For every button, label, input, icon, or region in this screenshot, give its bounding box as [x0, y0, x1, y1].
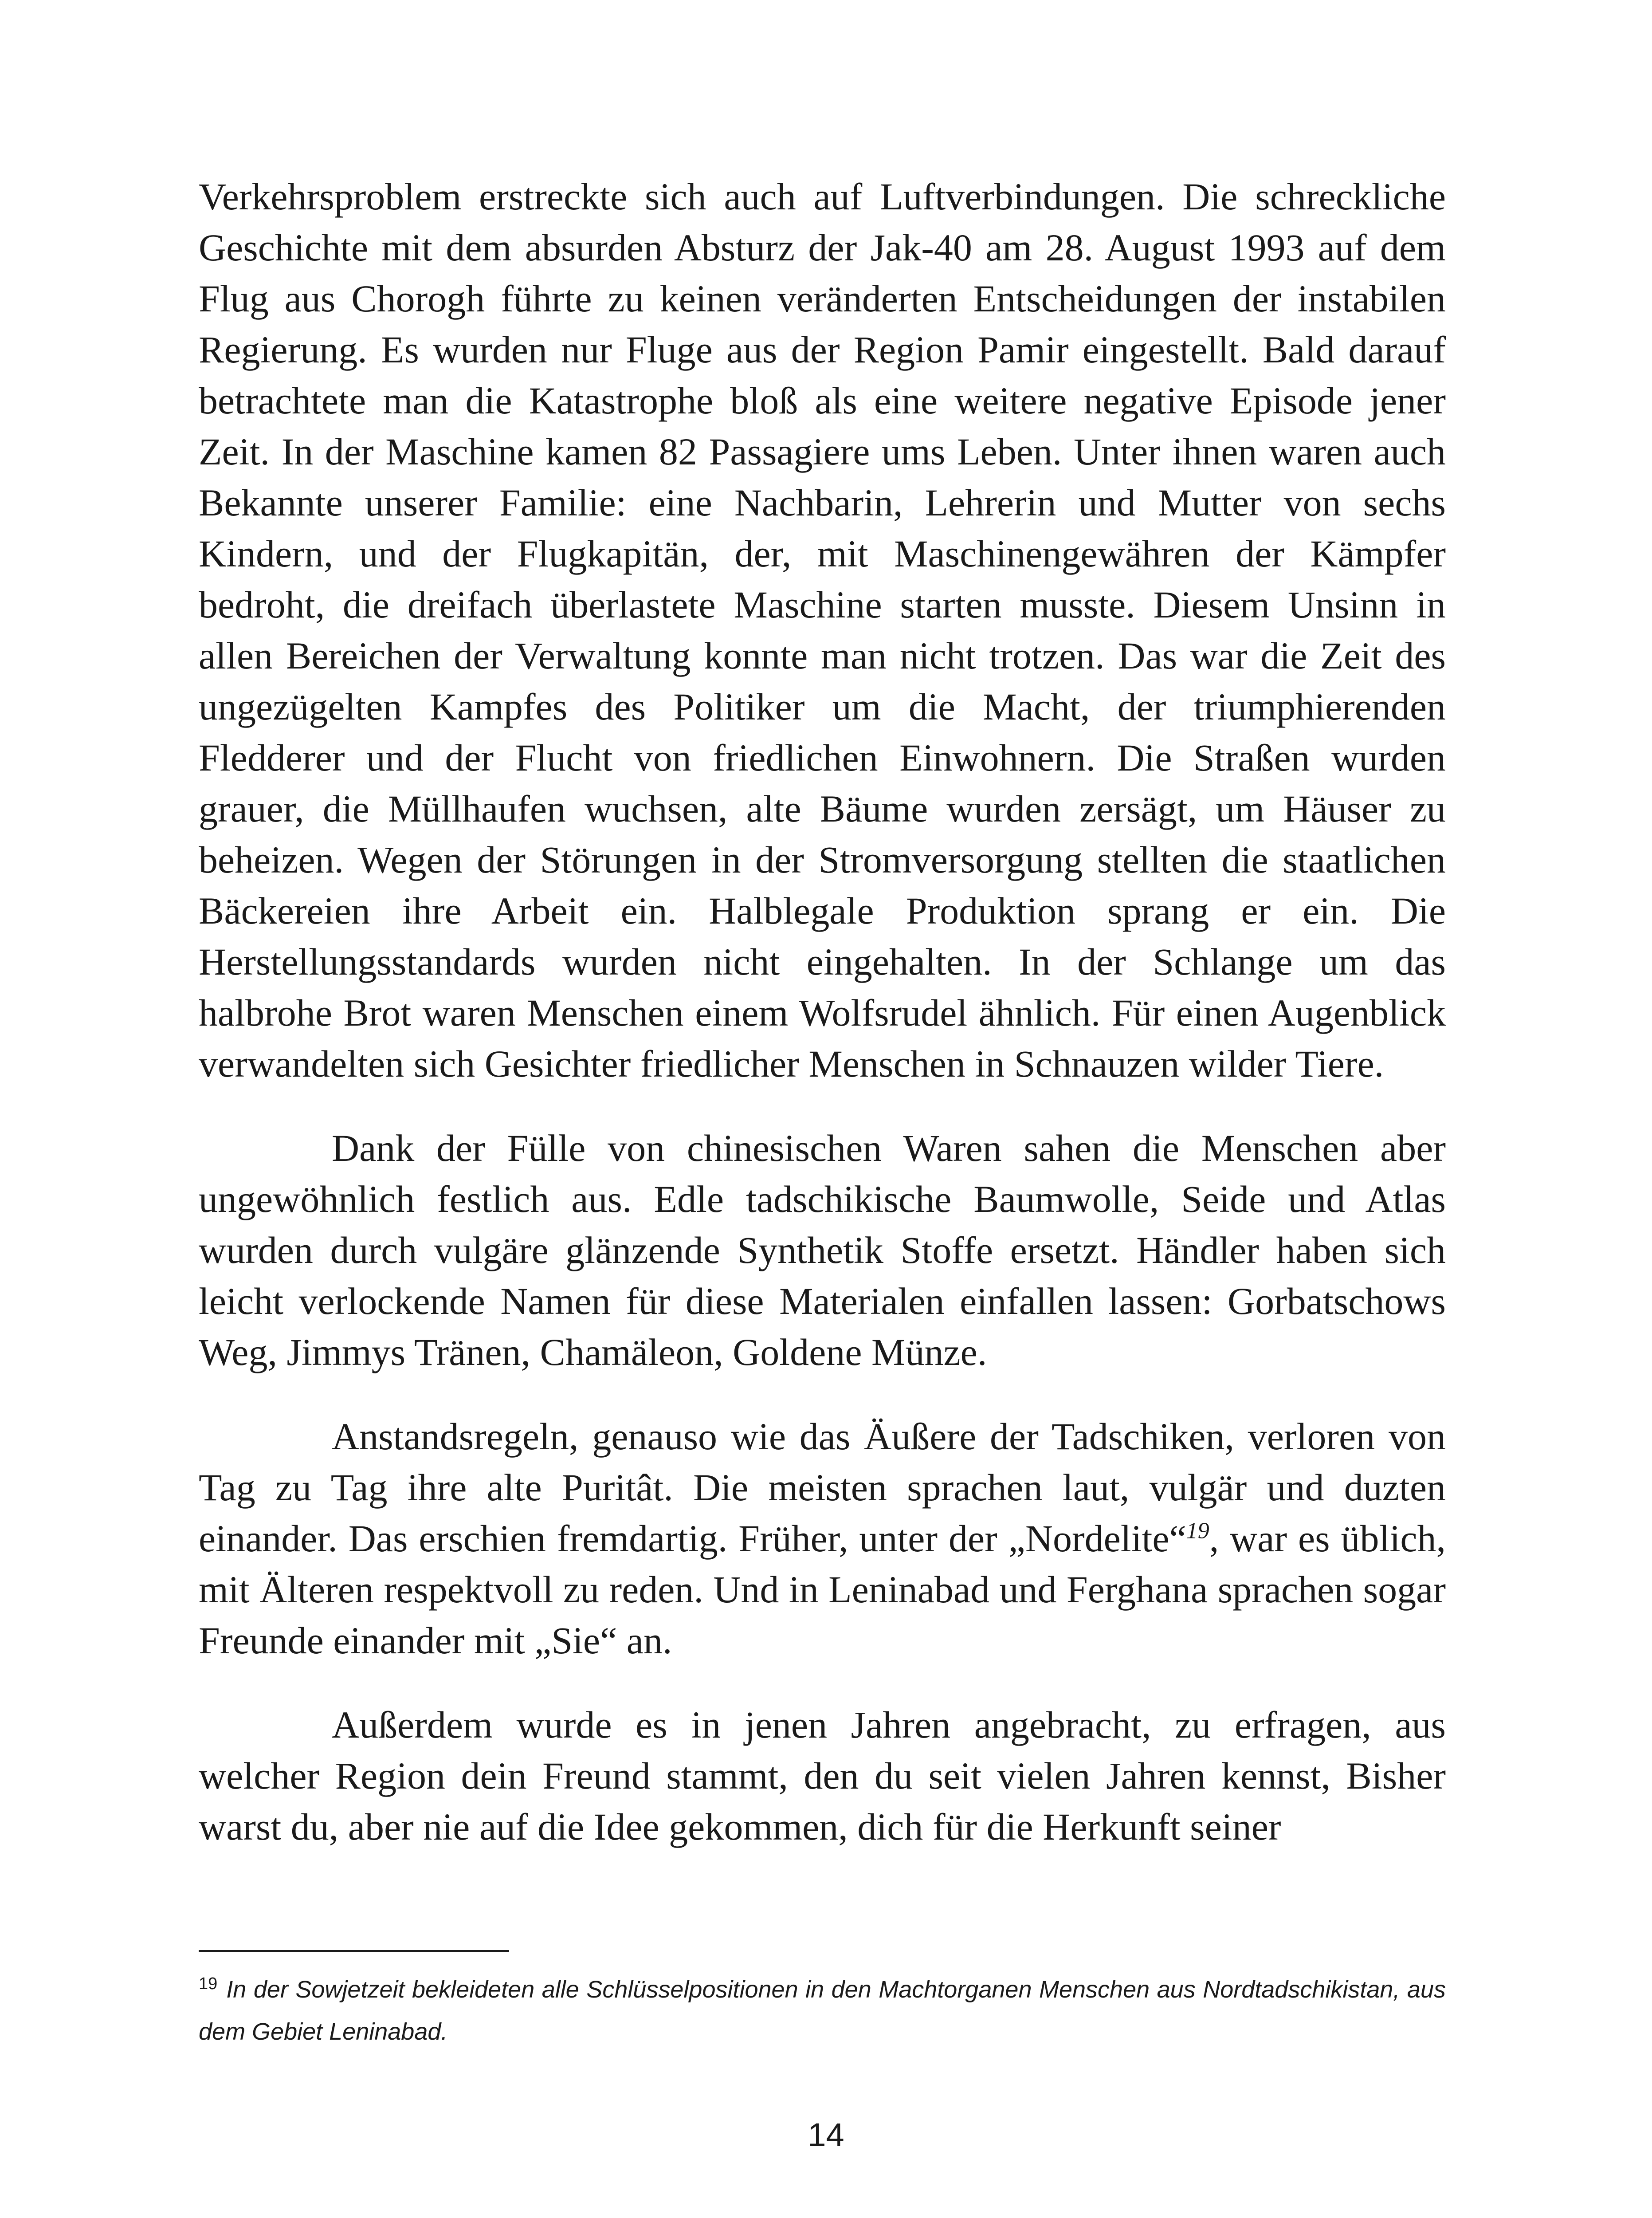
footnote-number: 19 — [199, 1974, 218, 1993]
footnote-text: In der Sowjetzeit bekleideten alle Schlüsselpositionen in den Machtorganen Menschen aus Nordtadschikistan, aus dem Gebiet Leninabad. — [199, 1976, 1446, 2045]
paragraph-3-text-after: , war es üblich, mit Älteren respektvoll zu reden. Und in Leninabad und Ferghana sprachen sogar Freunde einander mit „Sie“ an. — [199, 1517, 1446, 1662]
paragraph-4: Außerdem wurde es in jenen Jahren angebracht, zu erfragen, aus welcher Region dein Freund stammt, den du seit vielen Jahren kennst, Bisher warst du, aber nie auf die Idee gekommen, dich für die Herkunft seiner — [199, 1703, 1446, 1848]
body-text — [199, 171, 1446, 1852]
paragraph-3-text-before: Anstandsregeln, genauso wie das Äußere der Tadschiken, verloren von Tag zu Tag ihre alte Puritât. Die meisten sprachen laut, vulgär und duzten einander. Das erschien fremdartig. Früher, unter der „Nordelite“ — [199, 1415, 1446, 1560]
paragraph-2: Dank der Fülle von chinesischen Waren sahen die Menschen aber ungewöhnlich festlich aus. Edle tadschikische Baumwolle, Seide und Atlas wurden durch vulgäre glänzende Synthetik Stoffe ersetzt. Händler haben sich leicht verlockende Namen für diese Materialen einfallen lassen: Gorbatschows Weg, Jimmys Tränen, Chamäleon, Goldene Münze. — [199, 1127, 1446, 1373]
page-number: 14 — [808, 2116, 844, 2153]
footnote-reference[interactable]: 19 — [1186, 1518, 1209, 1544]
footnote — [199, 1969, 1446, 2053]
paragraph-3 — [199, 1411, 1446, 1666]
footnote-separator — [199, 1950, 509, 1952]
paragraph-1: Verkehrsproblem erstreckte sich auch auf Luftverbindungen. Die schreckliche Geschichte mit dem absurden Absturz der Jak-40 am 28. August 1993 auf dem Flug aus Chorogh führte zu keinen veränderten Entscheidungen der instabilen Regierung. Es wurden nur Fluge aus der Region Pamir eingestellt. Bald darauf betrachtete man die Katastrophe bloß als eine weitere negative Episode jener Zeit. In der Maschine kamen 82 Passagiere ums Leben. Unter ihnen waren auch Bekannte unserer Familie: eine Nachbarin, Lehrerin und Mutter von sechs Kindern, und der Flugkapitän, der, mit Maschinengewähren der Kämpfer bedroht, die dreifach überlastete Maschine starten musste. Diesem Unsinn in allen Bereichen der Verwaltung konnte man nicht trotzen. Das war die Zeit des ungezügelten Kampfes des Politiker um die Macht, der triumphierenden Fledderer und der Flucht von friedlichen Einwohnern. Die Straßen wurden grauer, die Müllhaufen wuchsen, alte Bäume wurden zersägt, um Häuser zu beheizen. Wegen der Störungen in der Stromversorgung stellten die staatlichen Bäckereien ihre Arbeit ein. Halblegale Produktion sprang er ein. Die Herstellungsstandards wurden nicht eingehalten. In der Schlange um das halbrohe Brot waren Menschen einem Wolfsrudel ähnlich. Für einen Augenblick verwandelten sich Gesichter friedlicher Menschen in Schnauzen wilder Tiere. — [199, 175, 1446, 1085]
